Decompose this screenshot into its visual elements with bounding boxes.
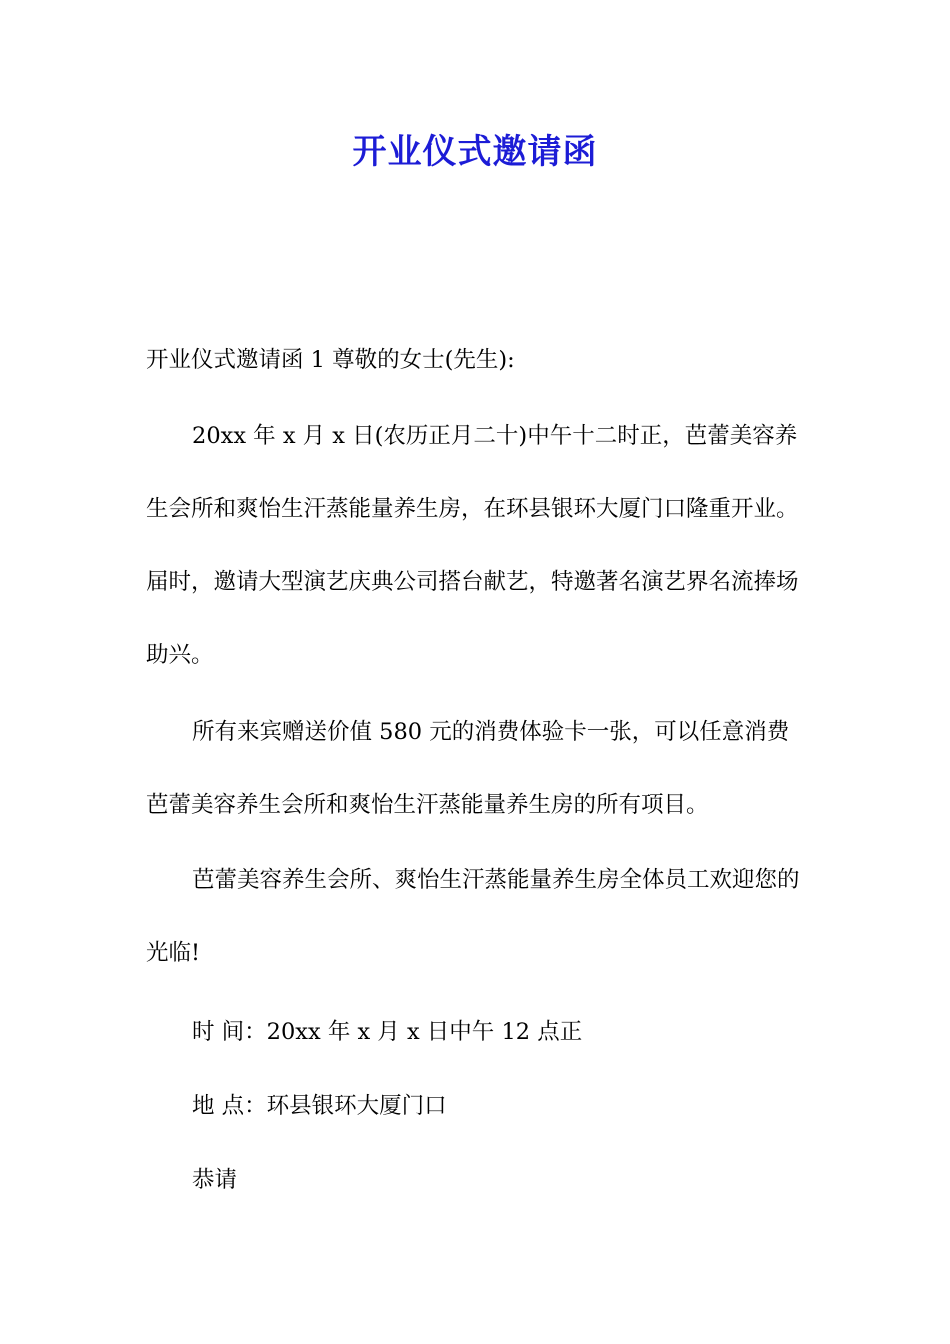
salutation: 开业仪式邀请函 1 尊敬的女士(先生):	[146, 347, 515, 373]
paragraph-opening: 20xx 年 x 月 x 日(农历正月二十)中午十二时正，芭蕾美容养生会所和爽怡生汗蒸能量养生房，在环县银环大厦门口隆重开业。届时，邀请大型演艺庆典公司搭台献艺，特邀著名演艺界名流捧场助兴。	[146, 423, 799, 668]
closing-text: 恭请	[192, 1167, 238, 1193]
paragraph-welcome: 芭蕾美容养生会所、爽怡生汗蒸能量养生房全体员工欢迎您的光临!	[146, 867, 800, 966]
event-place: 地 点：环县银环大厦门口	[192, 1093, 447, 1119]
event-time: 时 间：20xx 年 x 月 x 日中午 12 点正	[192, 1019, 583, 1045]
paragraph-gift: 所有来宾赠送价值 580 元的消费体验卡一张，可以任意消费芭蕾美容养生会所和爽怡生汗蒸能量养生房的所有项目。	[146, 719, 790, 818]
document-title: 开业仪式邀请函	[352, 132, 598, 172]
